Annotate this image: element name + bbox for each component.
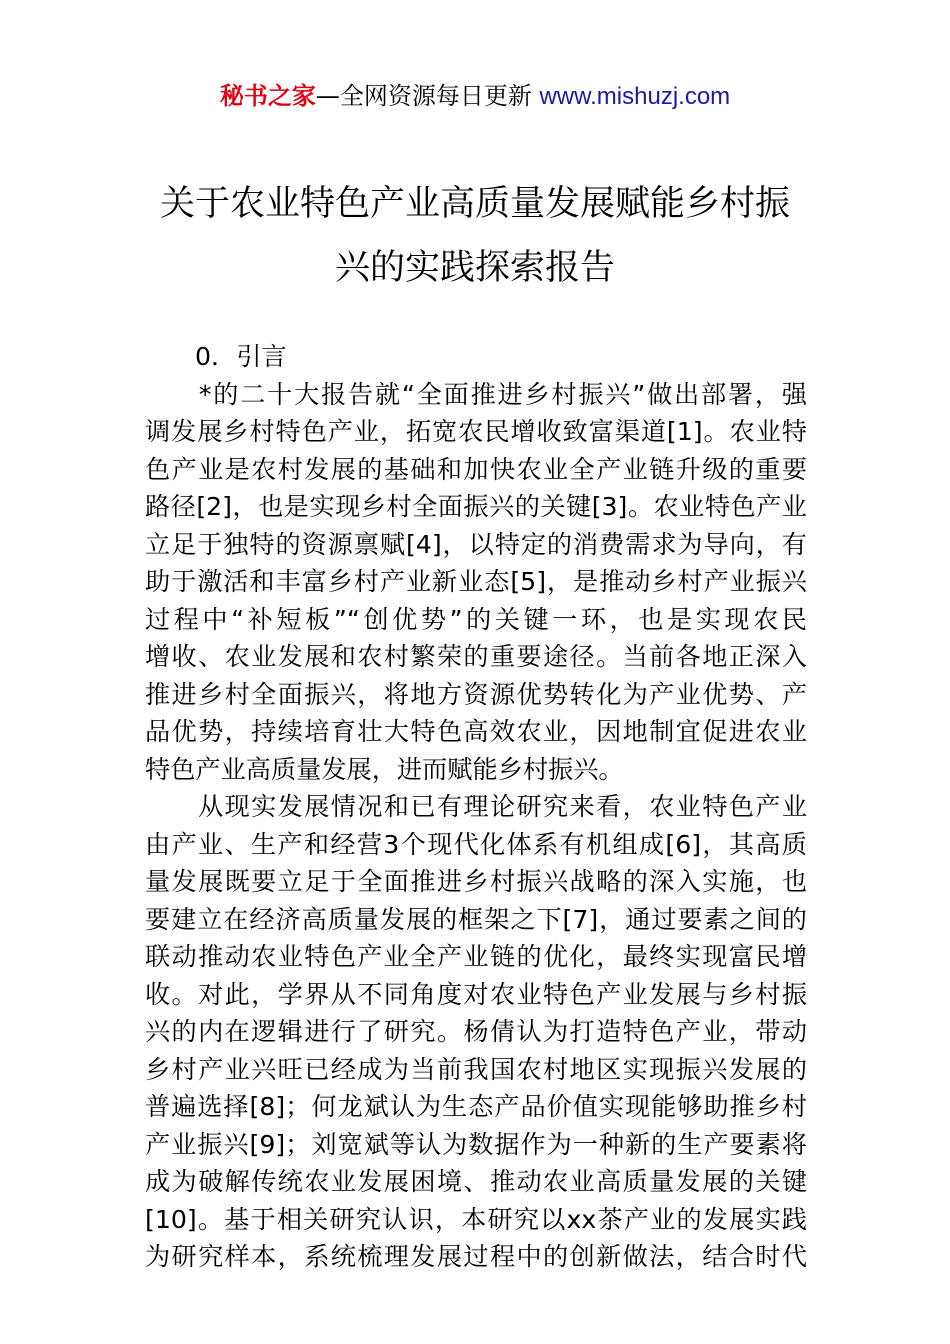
paragraph-line: 过程中“补短板”“创优势”的关键一环，也是实现农民 bbox=[145, 604, 807, 634]
paragraph-line: 量发展既要立足于全面推进乡村振兴战略的深入实施，也 bbox=[145, 867, 807, 896]
paragraph-line: 立足于独特的资源禀赋[4]，以特定的消费需求为导向，有 bbox=[145, 529, 807, 559]
document-title bbox=[130, 172, 820, 300]
paragraph-line: 要建立在经济高质量发展的框架之下[7]，通过要素之间的 bbox=[145, 904, 807, 934]
paragraph-intro-1 bbox=[145, 376, 807, 789]
paragraph-line: 普遍选择[8]；何龙斌认为生态产品价值实现能够助推乡村 bbox=[145, 1092, 807, 1121]
paragraph-line: 为研究样本，系统梳理发展过程中的创新做法，结合时代 bbox=[145, 1242, 807, 1271]
paragraph-line: 助于激活和丰富乡村产业新业态[5]，是推动乡村产业振兴 bbox=[145, 567, 807, 596]
paragraph-line: 收。对此，学界从不同角度对农业特色产业发展与乡村振 bbox=[145, 979, 807, 1009]
paragraph-line: 兴的内在逻辑进行了研究。杨倩认为打造特色产业，带动 bbox=[145, 1017, 807, 1046]
paragraph-line: 路径[2]，也是实现乡村全面振兴的关键[3]。农业特色产业 bbox=[145, 492, 807, 521]
paragraph-line: 特色产业高质量发展，进而赋能乡村振兴。 bbox=[145, 754, 624, 784]
paragraph-intro-2 bbox=[145, 788, 807, 1276]
section-heading: 0．引言 bbox=[195, 342, 287, 371]
title-line: 兴的实践探索报告 bbox=[334, 248, 615, 288]
document-body bbox=[145, 338, 807, 1276]
paragraph-line: 推进乡村全面振兴，将地方资源优势转化为产业优势、产 bbox=[145, 679, 807, 709]
paragraph-line: 由产业、生产和经营3个现代化体系有机组成[6]，其高质 bbox=[145, 829, 807, 859]
paragraph-line: 品优势，持续培育壮大特色高效农业，因地制宜促进农业 bbox=[145, 717, 807, 746]
paragraph-line: 调发展乡村特色产业，拓宽农民增收致富渠道[1]。农业特 bbox=[145, 417, 807, 446]
paragraph-line: 产业振兴[9]；刘宽斌等认为数据作为一种新的生产要素将 bbox=[145, 1129, 807, 1159]
paragraph-line: 联动推动农业特色产业全产业链的优化，最终实现富民增 bbox=[145, 942, 807, 971]
paragraph-line: *的二十大报告就“全面推进乡村振兴”做出部署，强 bbox=[145, 379, 807, 409]
paragraph-line: 增收、农业发展和农村繁荣的重要途径。当前各地正深入 bbox=[145, 642, 807, 671]
site-tagline: —全网资源每日更新 bbox=[315, 82, 540, 110]
paragraph-line: 乡村产业兴旺已经成为当前我国农村地区实现振兴发展的 bbox=[145, 1054, 807, 1084]
paragraph-line: 从现实发展情况和已有理论研究来看，农业特色产业 bbox=[145, 792, 807, 821]
paragraph-line: [10]。基于相关研究认识，本研究以xx茶产业的发展实践 bbox=[145, 1204, 807, 1234]
site-brand: 秘书之家 bbox=[219, 82, 316, 110]
title-line: 关于农业特色产业高质量发展赋能乡村振 bbox=[159, 184, 790, 224]
paragraph-line: 色产业是农村发展的基础和加快农业全产业链升级的重要 bbox=[145, 454, 807, 484]
paragraph-line: 成为破解传统农业发展困境、推动农业高质量发展的关键 bbox=[145, 1167, 807, 1196]
site-header bbox=[0, 80, 950, 113]
site-url-link[interactable]: www.mishuzj.com bbox=[539, 83, 731, 110]
